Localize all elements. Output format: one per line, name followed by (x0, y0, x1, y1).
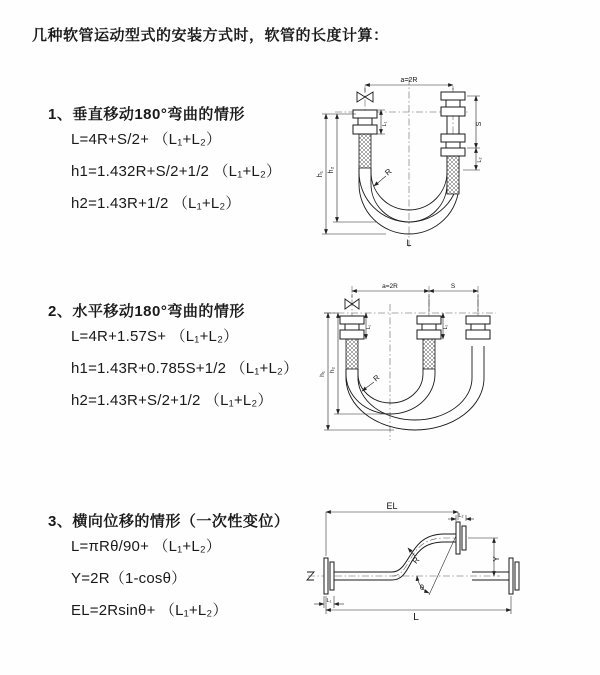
centerlines (308, 538, 500, 576)
diagram-horizontal-180-bend (316, 280, 542, 448)
formula-line: L=4R+1.57S+ （L₁+L₂） (71, 328, 239, 345)
formula-line: L=4R+S/2+ （L₁+L₂） (71, 131, 222, 148)
formula-line: Y=2R（1-cosθ） (71, 570, 187, 587)
diagram-lateral-displacement (304, 498, 548, 650)
dimension-lines (314, 512, 511, 614)
section3-heading: 3、横向位移的情形（一次性变位） (48, 513, 290, 530)
section3-formulas (71, 538, 228, 620)
dim-label-l1: L₁ (382, 121, 388, 127)
dim-label-l1: L₁ (366, 324, 372, 330)
hose-curves (346, 346, 484, 430)
dim-label-length: L (413, 612, 419, 623)
page-title: 几种软管运动型式的安装方式时，软管的长度计算： (32, 27, 389, 44)
dim-label-radius: R (410, 555, 422, 566)
dim-label-h1: h₁ (319, 371, 326, 377)
dim-label-y: Y (492, 556, 501, 562)
dim-label-l2: L₂ (458, 513, 464, 519)
hose-s-curve (334, 534, 509, 580)
formula-line: EL=2Rsinθ+ （L₁+L₂） (71, 602, 228, 619)
dim-label-stroke: S (476, 121, 483, 127)
dim-label-l2: L₂ (443, 324, 449, 330)
dim-label-l1: L₁ (326, 598, 332, 604)
section2-formulas (71, 328, 298, 410)
pipe-fittings (340, 316, 490, 339)
dim-label-radius: R (371, 372, 382, 384)
dim-label-span: a=2R (400, 77, 418, 84)
dim-label-theta: θ (419, 583, 425, 592)
dim-label-radius: R (383, 166, 394, 178)
section1-heading: 1、垂直移动180°弯曲的情形 (48, 106, 245, 123)
formula-line: h1=1.432R+S/2+1/2 （L₁+L₂） (71, 163, 282, 180)
formula-line: L=πRθ/90+ （L₁+L₂） (71, 538, 222, 555)
formula-line: h1=1.43R+0.785S+1/2 （L₁+L₂） (71, 360, 299, 377)
braid-sections (346, 339, 435, 369)
formula-line: h2=1.43R+S/2+1/2 （L₁+L₂） (71, 392, 273, 409)
diagram-vertical-180-bend (310, 72, 530, 257)
dim-label-length: L (406, 238, 412, 248)
section1-formulas (71, 131, 281, 213)
dim-label-h1: h₁ (317, 170, 324, 178)
construction-lines (408, 536, 456, 595)
dim-label-l2: L₂ (477, 157, 483, 163)
dim-label-el: EL (386, 501, 398, 511)
dim-label-h2: h₂ (328, 166, 335, 174)
dim-label-stroke: S (450, 283, 456, 290)
dim-label-h2: h₂ (329, 366, 336, 374)
section2-heading: 2、水平移动180°弯曲的情形 (48, 303, 245, 320)
formula-line: h2=1.43R+1/2 （L₁+L₂） (71, 195, 241, 212)
dim-label-span: a=2R (382, 283, 398, 290)
